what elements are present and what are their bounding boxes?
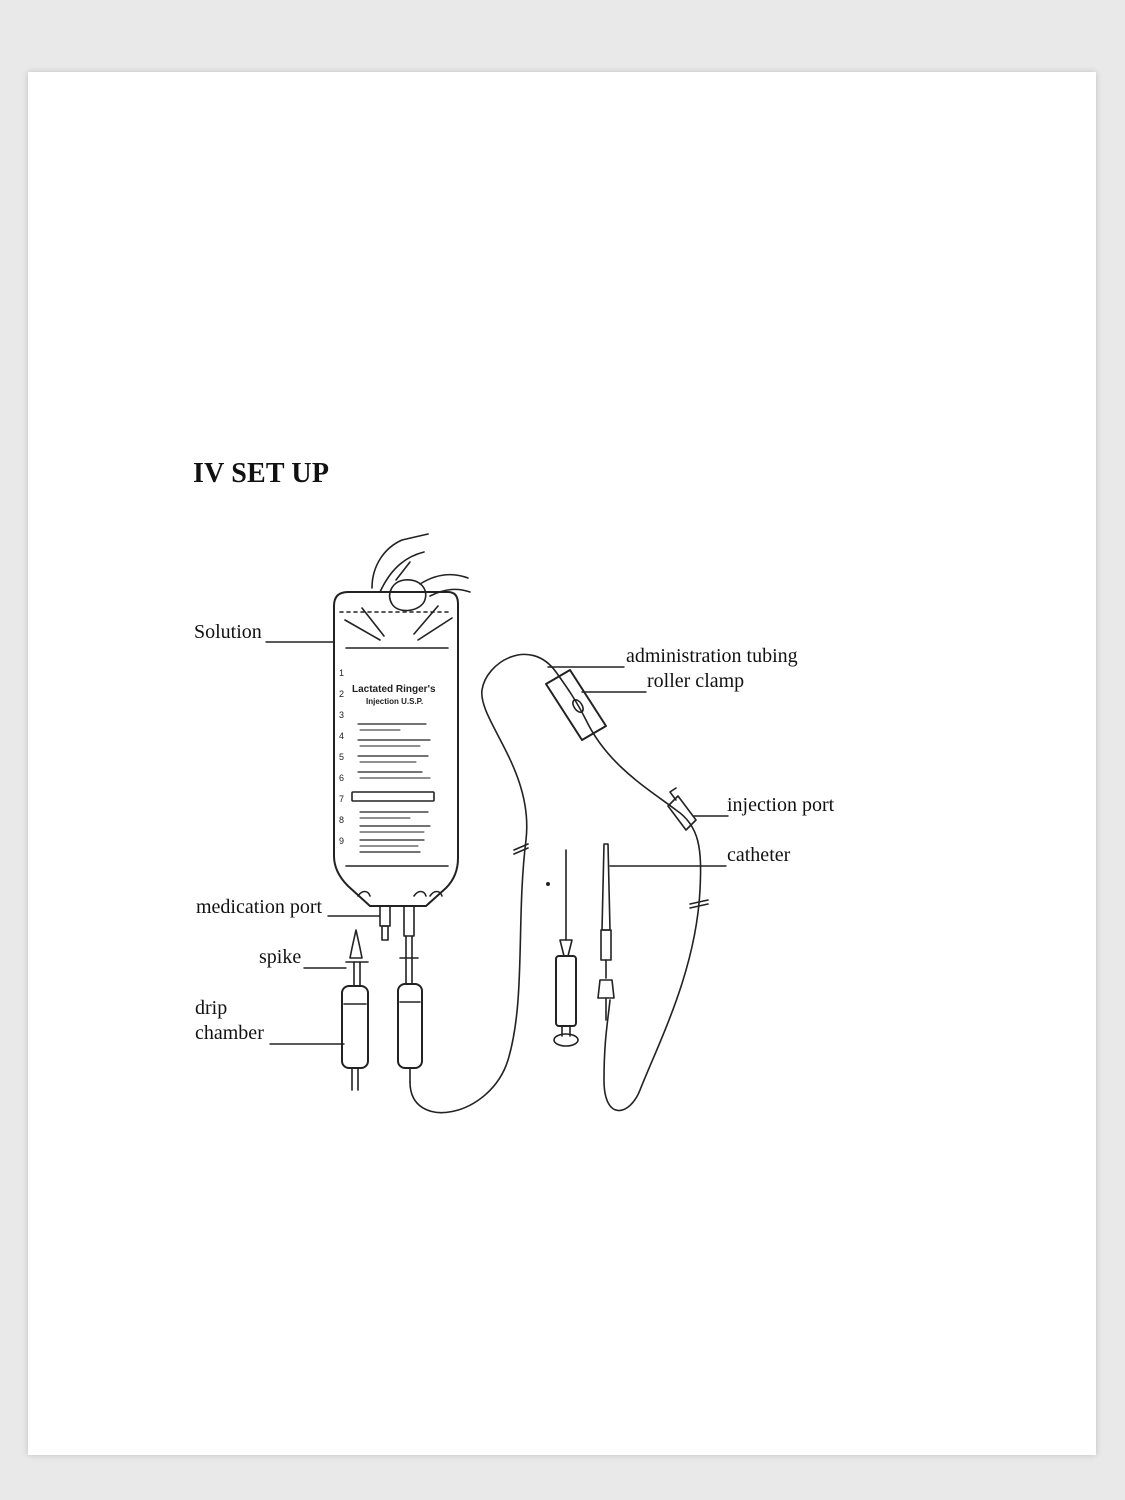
label-spike: spike bbox=[259, 946, 302, 968]
bag-scale-mark: 6 bbox=[339, 773, 345, 783]
bag-scale-mark: 8 bbox=[339, 815, 345, 825]
label-catheter: catheter bbox=[727, 844, 791, 866]
callout-leaders bbox=[266, 642, 728, 1044]
spike-illustration bbox=[346, 930, 368, 986]
bag-label-line2: Injection U.S.P. bbox=[366, 697, 424, 706]
injection-port-illustration bbox=[668, 788, 696, 830]
page-title: IV SET UP bbox=[193, 458, 330, 489]
bag-scale-mark: 7 bbox=[339, 794, 345, 804]
bag-scale-mark: 1 bbox=[339, 668, 345, 678]
bag-scale-mark: 3 bbox=[339, 710, 345, 720]
bag-scale-mark: 9 bbox=[339, 836, 345, 846]
label-chamber: chamber bbox=[195, 1022, 264, 1044]
bag-scale-mark: 4 bbox=[339, 731, 345, 741]
hand-illustration bbox=[372, 534, 470, 611]
label-medication-port: medication port bbox=[196, 896, 323, 918]
syringe-illustration bbox=[554, 850, 578, 1046]
bag-scale-mark: 2 bbox=[339, 689, 345, 699]
label-roller-clamp: roller clamp bbox=[647, 670, 745, 692]
label-solution: Solution bbox=[194, 621, 262, 643]
bag-scale-marks bbox=[339, 668, 344, 846]
detached-drip-chamber bbox=[342, 986, 368, 1090]
bag-scale-mark: 5 bbox=[339, 752, 345, 762]
solution-bag bbox=[334, 592, 458, 906]
label-drip: drip bbox=[195, 997, 228, 1019]
catheter-illustration bbox=[598, 844, 614, 1020]
administration-tubing-line bbox=[410, 654, 701, 1112]
label-administration-tubing: administration tubing bbox=[626, 645, 798, 667]
medication-port-illustration bbox=[380, 906, 390, 940]
bag-label-line1: Lactated Ringer's bbox=[352, 684, 436, 695]
roller-clamp-illustration bbox=[546, 670, 606, 740]
attached-drip-chamber bbox=[398, 906, 422, 1082]
label-injection-port: injection port bbox=[727, 794, 835, 816]
